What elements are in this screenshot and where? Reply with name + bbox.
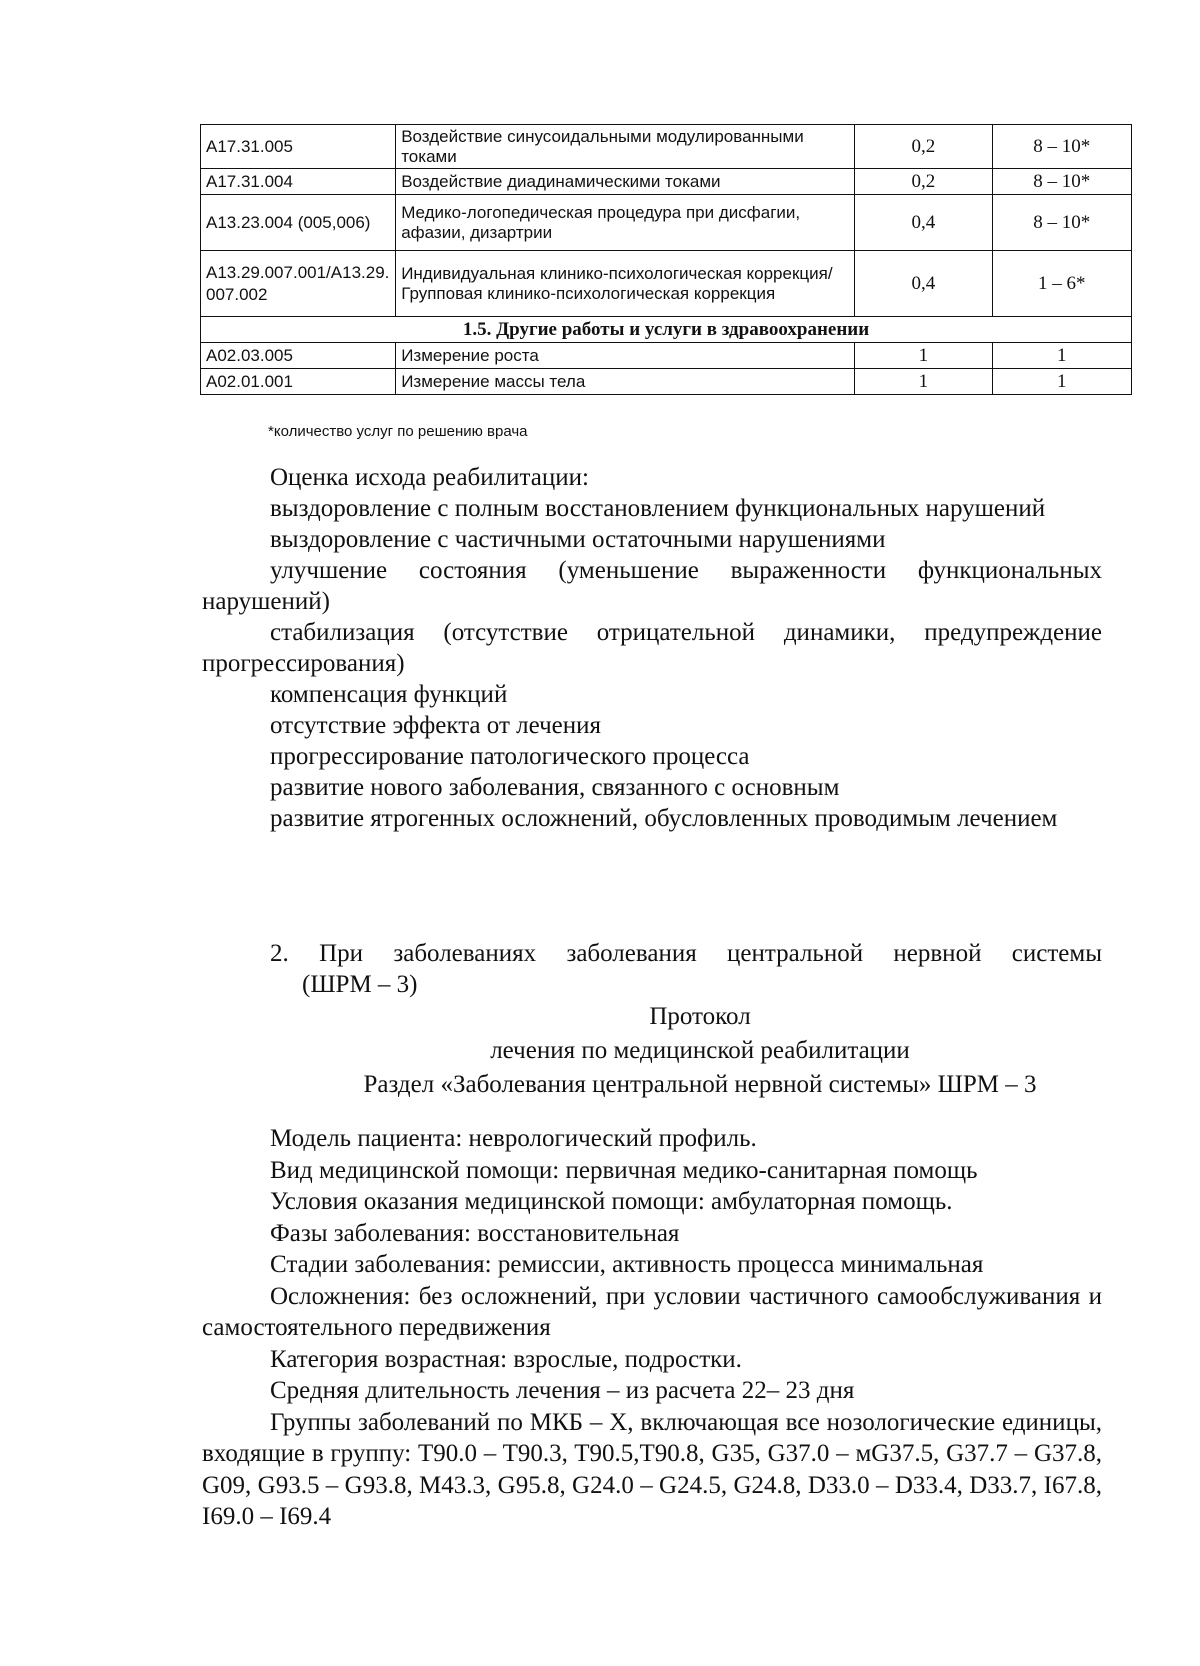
services-table [200, 124, 1132, 395]
protocol-title: Протокол [649, 1003, 751, 1030]
section-2-title-line: 2. При заболеваниях заболевания центральной нервной системы [270, 940, 1102, 967]
rehab-outcome-section [202, 462, 1102, 834]
service-code: A02.01.001 [201, 369, 396, 395]
patient-model: Модель пациента: неврологический профиль. [270, 1125, 757, 1152]
protocol-heading [270, 1000, 1130, 1102]
service-coefficient: 1 [855, 369, 992, 395]
disease-phase: Фазы заболевания: восстановительная [270, 1219, 680, 1247]
icd-groups: Группы заболеваний по МКБ – X, включающая все нозологические единицы, входящие в группу: T90.0 – T90.3, T90.5,T90.8, G35, G37.0 – мG37.5, G37.7 – G37.8, G09, G93.5 – G93.8, M43.3, G95.8, G24.0 – G24.5, G24.8, D33.0 – D33.4, D33.7, I67.8, I69.0 – I69.4 [202, 1408, 1102, 1530]
care-type: Вид медицинской помощи: первичная медико-санитарная помощь [270, 1156, 978, 1184]
section-2-title [270, 938, 1102, 1000]
outcome-item: выздоровление с частичными остаточными нарушениями [270, 526, 886, 553]
service-name: Индивидуальная клинико-психологическая коррекция/Групповая клинико-психологическая коррекция [396, 251, 855, 317]
section-title: 1.5. Другие работы и услуги в здравоохранении [201, 317, 1132, 343]
service-code: A13.23.004 (005,006) [201, 195, 396, 251]
outcome-item: развитие нового заболевания, связанного с основным [270, 774, 840, 801]
care-conditions: Условия оказания медицинской помощи: амбулаторная помощь. [270, 1188, 953, 1215]
table-footnote: *количество услуг по решению врача [268, 423, 528, 440]
patient-model-section [202, 1123, 1102, 1533]
outcome-item: прогрессирование патологического процесса [270, 743, 750, 770]
outcome-item: развитие ятрогенных осложнений, обусловленных проводимым лечением [270, 805, 1058, 832]
outcome-item: улучшение состояния (уменьшение выраженности функциональных нарушений) [202, 557, 1102, 615]
treatment-duration: Средняя длительность лечения – из расчета 22– 23 дня [270, 1377, 855, 1404]
table-row [201, 125, 1132, 169]
protocol-section: Раздел «Заболевания центральной нервной системы» ШРМ – 3 [363, 1071, 1037, 1098]
age-category: Категория возрастная: взрослые, подростки. [270, 1345, 742, 1373]
table-section-row [201, 317, 1132, 343]
table-row [201, 343, 1132, 369]
service-coefficient: 0,2 [855, 125, 992, 169]
service-code: A17.31.004 [201, 169, 396, 195]
service-count: 1 [992, 369, 1131, 395]
outcome-item: выздоровление с полным восстановлением функциональных нарушений [270, 495, 1046, 522]
service-coefficient: 0,2 [855, 169, 992, 195]
outcome-item: компенсация функций [270, 681, 508, 708]
service-count: 8 – 10* [992, 169, 1131, 195]
table-row [201, 369, 1132, 395]
outcome-item: стабилизация (отсутствие отрицательной динамики, предупреждение прогрессирования) [202, 619, 1102, 677]
outcome-heading: Оценка исхода реабилитации: [270, 464, 589, 491]
service-count: 8 – 10* [992, 195, 1131, 251]
complications: Осложнения: без осложнений, при условии частичного самообслуживания и самостоятельного передвижения [202, 1282, 1102, 1341]
outcome-item: отсутствие эффекта от лечения [270, 712, 601, 739]
service-count: 1 – 6* [992, 251, 1131, 317]
service-coefficient: 0,4 [855, 251, 992, 317]
service-code: A02.03.005 [201, 343, 396, 369]
service-count: 8 – 10* [992, 125, 1131, 169]
table-row [201, 195, 1132, 251]
service-name: Воздействие диадинамическими токами [396, 169, 855, 195]
service-coefficient: 0,4 [855, 195, 992, 251]
disease-stage: Стадии заболевания: ремиссии, активность процесса минимальная [270, 1251, 984, 1278]
service-name: Медико-логопедическая процедура при дисфагии, афазии, дизартрии [396, 195, 855, 251]
service-count: 1 [992, 343, 1131, 369]
service-name: Измерение массы тела [396, 369, 855, 395]
service-coefficient: 1 [855, 343, 992, 369]
table-row [201, 169, 1132, 195]
service-name: Воздействие синусоидальными модулированными токами [396, 125, 855, 169]
protocol-subtitle: лечения по медицинской реабилитации [490, 1037, 910, 1064]
section-2-title-code: (ШРМ – 3) [302, 971, 418, 998]
service-name: Измерение роста [396, 343, 855, 369]
service-code: A17.31.005 [201, 125, 396, 169]
service-code: A13.29.007.001/A13.29.007.002 [201, 251, 396, 317]
table-row [201, 251, 1132, 317]
